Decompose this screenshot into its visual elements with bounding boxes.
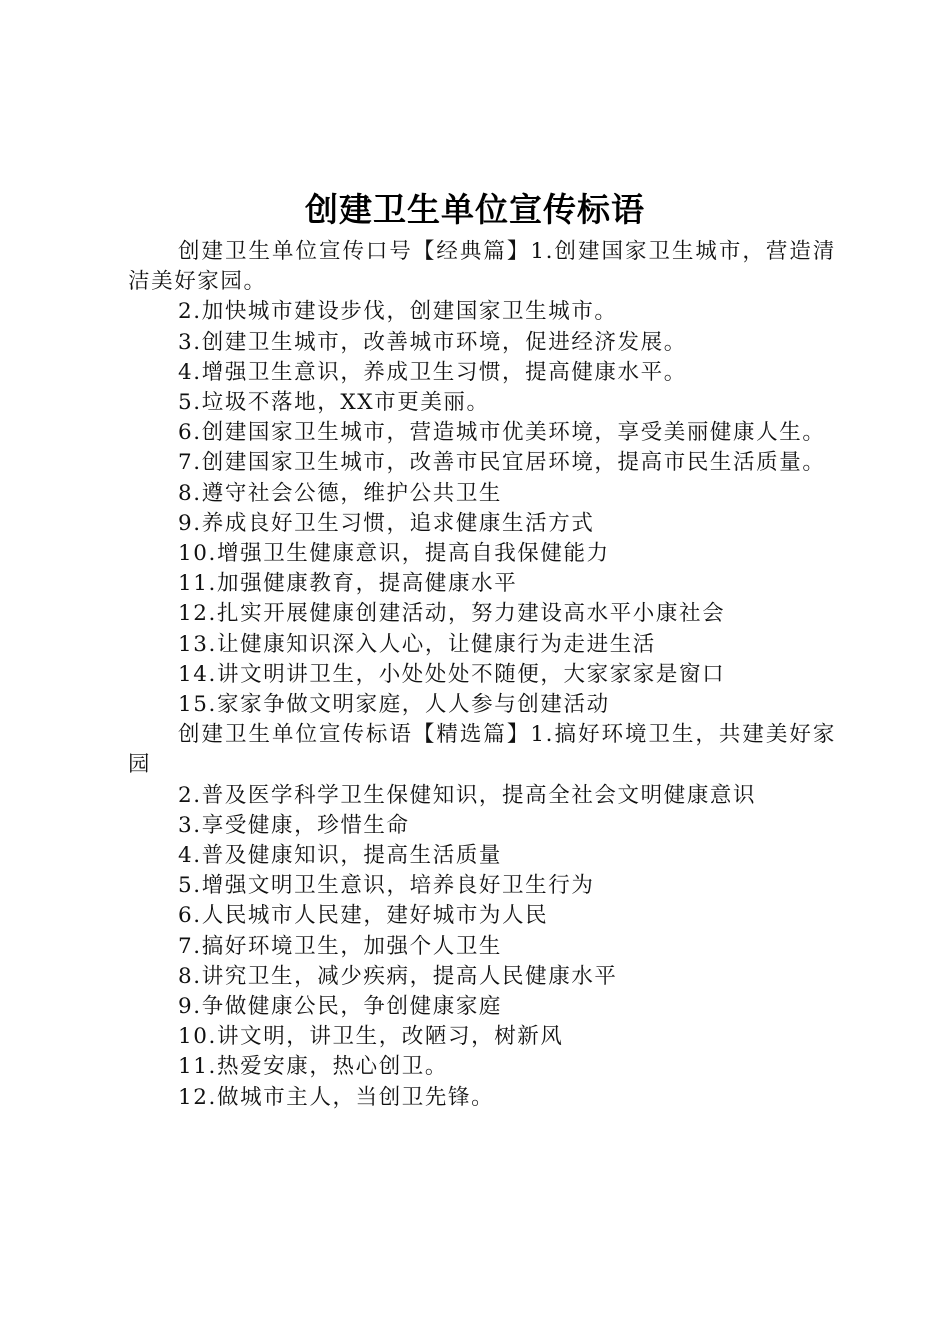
paragraph: 13.让健康知识深入人心，让健康行为走进生活 (178, 631, 656, 657)
paragraph: 创建卫生单位宣传标语【精选篇】1.搞好环境卫生，共建美好家园 (128, 722, 836, 778)
paragraph: 15.家家争做文明家庭，人人参与创建活动 (178, 692, 610, 718)
paragraph: 12.扎实开展健康创建活动，努力建设高水平小康社会 (178, 601, 726, 627)
paragraph: 创建卫生单位宣传口号【经典篇】1.创建国家卫生城市，营造清洁美好家园。 (128, 239, 836, 295)
paragraph: 11.热爱安康，热心创卫。 (178, 1054, 448, 1080)
paragraph: 4.增强卫生意识，养成卫生习惯，提高健康水平。 (178, 359, 687, 385)
paragraph: 14.讲文明讲卫生，小处处处不随便，大家家家是窗口 (178, 661, 726, 687)
paragraph: 3.享受健康，珍惜生命 (178, 812, 410, 838)
paragraph: 7.创建国家卫生城市，改善市民宜居环境，提高市民生活质量。 (178, 450, 826, 476)
paragraph: 10.讲文明，讲卫生，改陋习，树新风 (178, 1024, 564, 1050)
paragraph: 9.争做健康公民，争创健康家庭 (178, 994, 503, 1020)
document-body (128, 237, 836, 1113)
paragraph: 10.增强卫生健康意识，提高自我保健能力 (178, 541, 610, 567)
paragraph: 2.普及医学科学卫生保健知识，提高全社会文明健康意识 (178, 782, 757, 808)
paragraph: 7.搞好环境卫生，加强个人卫生 (178, 933, 503, 959)
document-title: 创建卫生单位宣传标语 (305, 190, 645, 229)
paragraph: 12.做城市主人，当创卫先锋。 (178, 1084, 495, 1110)
paragraph: 5.垃圾不落地，XX市更美丽。 (178, 390, 490, 416)
paragraph: 11.加强健康教育，提高健康水平 (178, 571, 518, 597)
paragraph: 6.创建国家卫生城市，营造城市优美环境，享受美丽健康人生。 (178, 420, 826, 446)
paragraph: 9.养成良好卫生习惯，追求健康生活方式 (178, 510, 595, 536)
paragraph: 2.加快城市建设步伐，创建国家卫生城市。 (178, 299, 618, 325)
paragraph: 8.遵守社会公德，维护公共卫生 (178, 480, 503, 506)
paragraph: 6.人民城市人民建，建好城市为人民 (178, 903, 549, 929)
paragraph: 4.普及健康知识，提高生活质量 (178, 843, 503, 869)
paragraph: 3.创建卫生城市，改善城市环境，促进经济发展。 (178, 329, 687, 355)
paragraph: 8.讲究卫生，减少疾病，提高人民健康水平 (178, 963, 618, 989)
paragraph: 5.增强文明卫生意识，培养良好卫生行为 (178, 873, 595, 899)
